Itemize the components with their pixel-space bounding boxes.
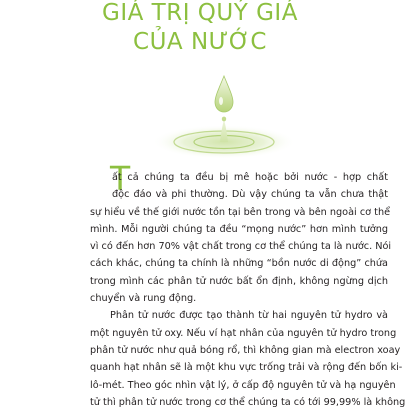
drop-cap: T [110,159,131,198]
text-line: cách khác, chúng ta chính là những “bồn nước di động” chứa [90,258,388,270]
text-line: quanh hạt nhân sẽ là một khu vực trống trải và rộng đến bốn ki- [90,362,403,374]
text-line: tử thì phân tử nước trong cơ thể chúng ta có tới 99,99% là không [90,396,405,408]
text-line: độc đáo và phi thường. Dù vậy chúng ta vẫn chưa thật [112,189,388,201]
chapter-title-line-1: GIÁ TRỊ QUÝ GIÁ [102,0,298,26]
paragraph-2 [90,307,405,411]
text-line: ất cả chúng ta đều bị mê hoặc bởi nước - hợp chất [112,172,388,183]
paragraph-1 [90,169,392,307]
text-line: phân tử nước như quả bóng rổ, thì không gian mà electron xoay [90,344,401,356]
text-line: mình. Mỗi người chúng ta đều “mọng nước” hơn mình tưởng [90,223,388,235]
chapter-title-line-2: CỦA NƯỚC [133,29,267,55]
text-line: Phân tử nước được tạo thành từ hai nguyên tử hydro và [110,310,388,322]
body-text [90,169,405,411]
text-line: lô-mét. Theo góc nhìn vật lý, ở cấp độ nguyên tử và hạ nguyên [90,379,396,391]
text-line: chuyển và rung động. [90,293,197,305]
water-drop-ripple-icon [150,68,300,160]
text-line: một nguyên tử oxy. Nếu ví hạt nhân của nguyên tử hydro trong [90,327,397,339]
text-line: vì có đến hơn 70% vật chất trong cơ thể chúng ta là nước. Nói [90,241,392,253]
text-line: trong mình các phân tử nước bất ổn định, không ngừng dịch [90,275,388,287]
text-line: sự hiểu về thế giới nước tồn tại bên trong và bên ngoài cơ thể [90,206,391,218]
